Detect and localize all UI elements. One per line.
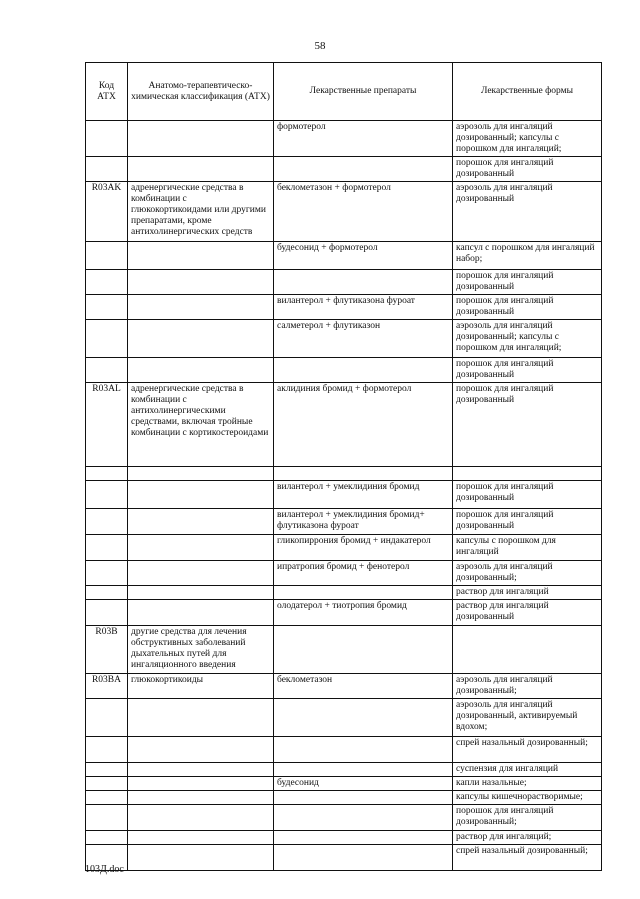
- cell-classification: [128, 121, 274, 157]
- cell-form: [453, 467, 602, 481]
- cell-drug: формотерол: [274, 121, 453, 157]
- table-row: [86, 805, 602, 831]
- cell-code: [86, 805, 128, 831]
- cell-classification: [128, 737, 274, 763]
- cell-code: [86, 600, 128, 626]
- table-row: [86, 481, 602, 509]
- cell-form: аэрозоль для ингаляций дозированный: [453, 182, 602, 242]
- table-row: [86, 320, 602, 358]
- cell-drug: гликопиррония бромид + индакатерол: [274, 535, 453, 561]
- cell-drug: будесонид: [274, 777, 453, 791]
- cell-drug: [274, 270, 453, 295]
- cell-code: [86, 535, 128, 561]
- atx-table: [85, 62, 602, 871]
- cell-code: [86, 699, 128, 737]
- cell-classification: [128, 270, 274, 295]
- cell-classification: [128, 242, 274, 270]
- cell-form: порошок для ингаляций дозированный: [453, 509, 602, 535]
- cell-drug: [274, 157, 453, 182]
- cell-form: порошок для ингаляций дозированный: [453, 358, 602, 383]
- cell-drug: вилантерол + умеклидиния бромид+ флутиказона фуроат: [274, 509, 453, 535]
- cell-drug: [274, 845, 453, 871]
- cell-classification: [128, 831, 274, 845]
- table-row: [86, 737, 602, 763]
- cell-form: порошок для ингаляций дозированный: [453, 270, 602, 295]
- cell-code: [86, 763, 128, 777]
- cell-form: аэрозоль для ингаляций дозированный; капсулы с порошком для ингаляций;: [453, 320, 602, 358]
- table-row: [86, 383, 602, 467]
- cell-form: аэрозоль для ингаляций дозированный, активируемый вдохом;: [453, 699, 602, 737]
- cell-classification: [128, 320, 274, 358]
- cell-classification: [128, 791, 274, 805]
- table-row: [86, 674, 602, 699]
- table-row: [86, 831, 602, 845]
- header-code: Код АТХ: [86, 63, 128, 121]
- cell-code: R03BA: [86, 674, 128, 699]
- table-row: [86, 586, 602, 600]
- header-classification: Анатомо-терапевтическо-химическая классификация (АТХ): [128, 63, 274, 121]
- cell-code: [86, 831, 128, 845]
- cell-code: [86, 121, 128, 157]
- cell-drug: [274, 467, 453, 481]
- table-row: [86, 509, 602, 535]
- cell-form: [453, 626, 602, 674]
- cell-form: спрей назальный дозированный;: [453, 737, 602, 763]
- cell-classification: [128, 763, 274, 777]
- cell-drug: салметерол + флутиказон: [274, 320, 453, 358]
- cell-drug: вилантерол + флутиказона фуроат: [274, 295, 453, 320]
- cell-drug: вилантерол + умеклидиния бромид: [274, 481, 453, 509]
- table-header-row: [86, 63, 602, 121]
- table-body: [86, 121, 602, 871]
- cell-code: [86, 509, 128, 535]
- table-row: [86, 467, 602, 481]
- cell-drug: [274, 358, 453, 383]
- cell-code: [86, 157, 128, 182]
- cell-form: порошок для ингаляций дозированный: [453, 383, 602, 467]
- cell-classification: [128, 699, 274, 737]
- cell-drug: ипратропия бромид + фенотерол: [274, 561, 453, 586]
- cell-classification: [128, 561, 274, 586]
- table-row: [86, 845, 602, 871]
- cell-classification: [128, 586, 274, 600]
- cell-code: [86, 586, 128, 600]
- cell-classification: [128, 481, 274, 509]
- cell-drug: будесонид + формотерол: [274, 242, 453, 270]
- cell-form: аэрозоль для ингаляций дозированный; капсулы с порошком для ингаляций;: [453, 121, 602, 157]
- table-row: [86, 535, 602, 561]
- cell-drug: [274, 626, 453, 674]
- cell-form: капсулы с порошком для ингаляций: [453, 535, 602, 561]
- cell-form: спрей назальный дозированный;: [453, 845, 602, 871]
- cell-form: порошок для ингаляций дозированный: [453, 157, 602, 182]
- table-row: [86, 121, 602, 157]
- cell-code: R03B: [86, 626, 128, 674]
- cell-form: порошок для ингаляций дозированный: [453, 295, 602, 320]
- cell-code: R03AK: [86, 182, 128, 242]
- cell-code: [86, 295, 128, 320]
- cell-drug: [274, 763, 453, 777]
- cell-drug: [274, 737, 453, 763]
- header-drugs: Лекарственные препараты: [274, 63, 453, 121]
- cell-code: R03AL: [86, 383, 128, 467]
- cell-code: [86, 737, 128, 763]
- cell-classification: глюкокортикоиды: [128, 674, 274, 699]
- cell-classification: другие средства для лечения обструктивных заболеваний дыхательных путей для ингаляционного введения: [128, 626, 274, 674]
- cell-drug: [274, 699, 453, 737]
- cell-classification: [128, 805, 274, 831]
- table-row: [86, 182, 602, 242]
- footer-filename: 103Д.doc: [85, 864, 124, 875]
- table-row: [86, 600, 602, 626]
- cell-code: [86, 561, 128, 586]
- cell-form: аэрозоль для ингаляций дозированный;: [453, 561, 602, 586]
- cell-form: капсулы кишечнорастворимые;: [453, 791, 602, 805]
- table-row: [86, 561, 602, 586]
- cell-form: капли назальные;: [453, 777, 602, 791]
- cell-code: [86, 270, 128, 295]
- cell-drug: [274, 791, 453, 805]
- cell-drug: [274, 805, 453, 831]
- cell-form: раствор для ингаляций: [453, 586, 602, 600]
- cell-classification: [128, 467, 274, 481]
- table-row: [86, 242, 602, 270]
- page-number: 58: [314, 40, 326, 52]
- cell-form: суспензия для ингаляций: [453, 763, 602, 777]
- cell-drug: беклометазон: [274, 674, 453, 699]
- cell-form: порошок для ингаляций дозированный;: [453, 805, 602, 831]
- table-row: [86, 699, 602, 737]
- table-row: [86, 791, 602, 805]
- cell-code: [86, 320, 128, 358]
- cell-code: [86, 467, 128, 481]
- cell-classification: адренергические средства в комбинации с антихолинергическими средствами, включая тройные комбинации с кортикостероидами: [128, 383, 274, 467]
- cell-drug: аклидиния бромид + формотерол: [274, 383, 453, 467]
- table-row: [86, 777, 602, 791]
- table-row: [86, 763, 602, 777]
- cell-classification: адренергические средства в комбинации с глюкокортикоидами или другими препаратами, кроме антихолинергических средств: [128, 182, 274, 242]
- table-row: [86, 295, 602, 320]
- table-row: [86, 626, 602, 674]
- cell-code: [86, 358, 128, 383]
- cell-drug: беклометазон + формотерол: [274, 182, 453, 242]
- cell-code: [86, 791, 128, 805]
- cell-drug: [274, 586, 453, 600]
- cell-code: [86, 242, 128, 270]
- cell-form: раствор для ингаляций дозированный: [453, 600, 602, 626]
- cell-classification: [128, 358, 274, 383]
- header-forms: Лекарственные формы: [453, 63, 602, 121]
- table-row: [86, 157, 602, 182]
- cell-code: [86, 777, 128, 791]
- cell-form: порошок для ингаляций дозированный: [453, 481, 602, 509]
- cell-classification: [128, 509, 274, 535]
- cell-classification: [128, 777, 274, 791]
- cell-drug: [274, 831, 453, 845]
- cell-classification: [128, 157, 274, 182]
- cell-classification: [128, 845, 274, 871]
- cell-classification: [128, 600, 274, 626]
- cell-form: аэрозоль для ингаляций дозированный;: [453, 674, 602, 699]
- cell-classification: [128, 295, 274, 320]
- cell-form: капсул с порошком для ингаляций набор;: [453, 242, 602, 270]
- table-row: [86, 358, 602, 383]
- table-row: [86, 270, 602, 295]
- cell-code: [86, 481, 128, 509]
- cell-drug: олодатерол + тиотропия бромид: [274, 600, 453, 626]
- cell-form: раствор для ингаляций;: [453, 831, 602, 845]
- cell-classification: [128, 535, 274, 561]
